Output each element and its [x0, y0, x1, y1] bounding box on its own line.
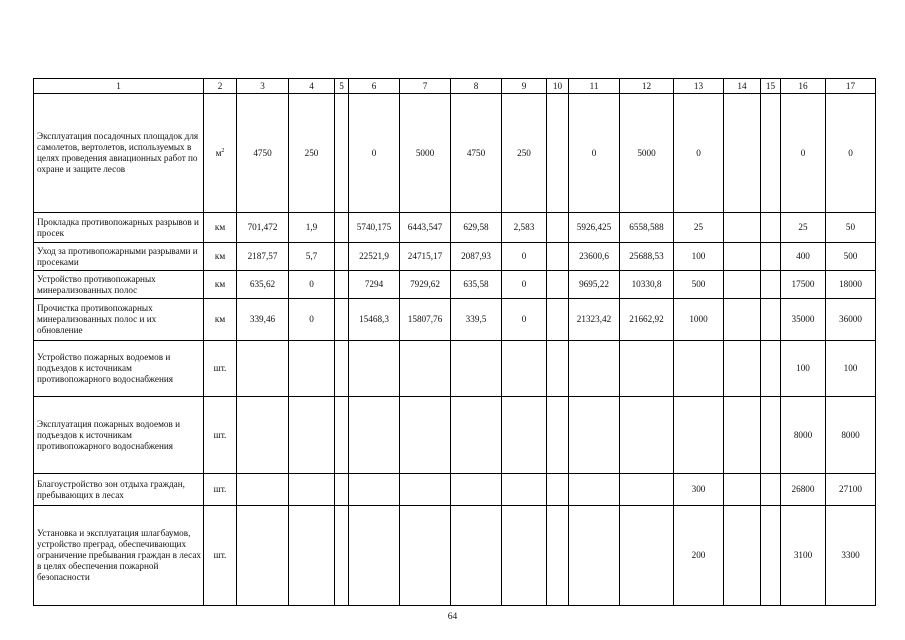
row-name-cell: Устройство пожарных водоемов и подъездов к источникам противопожарного водоснабжения: [34, 341, 204, 397]
row-name-cell: Прочистка противопожарных минерализованных полос и их обновление: [34, 299, 204, 341]
value-cell: 2,583: [502, 213, 547, 243]
value-cell: 25688,53: [620, 243, 674, 271]
value-cell: 250: [502, 94, 547, 213]
value-cell: [335, 94, 349, 213]
value-cell: 0: [502, 271, 547, 299]
value-cell: 25: [674, 213, 724, 243]
table-row: [34, 213, 876, 243]
value-cell: 8000: [826, 397, 876, 474]
value-cell: [451, 474, 502, 506]
value-cell: 27100: [826, 474, 876, 506]
row-name-cell: Эксплуатация посадочных площадок для самолетов, вертолетов, используемых в целях проведения авиационных работ по охране и защите лесов: [34, 94, 204, 213]
value-cell: [674, 341, 724, 397]
value-cell: 500: [826, 243, 876, 271]
value-cell: [502, 474, 547, 506]
value-cell: 0: [349, 94, 400, 213]
row-name-cell: Уход за противопожарными разрывами и просеками: [34, 243, 204, 271]
value-cell: [349, 341, 400, 397]
column-header: 12: [620, 79, 674, 94]
value-cell: [547, 397, 569, 474]
value-cell: [724, 299, 761, 341]
value-cell: 26800: [781, 474, 826, 506]
value-cell: [335, 341, 349, 397]
value-cell: [620, 397, 674, 474]
value-cell: [761, 213, 781, 243]
column-header: 6: [349, 79, 400, 94]
value-cell: [569, 506, 620, 606]
table-row: [34, 271, 876, 299]
unit-exponent: 2: [221, 147, 225, 154]
value-cell: [335, 213, 349, 243]
value-cell: [761, 506, 781, 606]
value-cell: [335, 243, 349, 271]
value-cell: 100: [781, 341, 826, 397]
column-header: 17: [826, 79, 876, 94]
value-cell: [569, 397, 620, 474]
value-cell: [724, 213, 761, 243]
value-cell: 24715,17: [400, 243, 451, 271]
table-row: [34, 474, 876, 506]
value-cell: [761, 474, 781, 506]
value-cell: 2187,57: [237, 243, 289, 271]
value-cell: 300: [674, 474, 724, 506]
value-cell: [289, 397, 335, 474]
value-cell: 100: [674, 243, 724, 271]
value-cell: [237, 341, 289, 397]
data-table: [33, 78, 876, 606]
column-header: 14: [724, 79, 761, 94]
value-cell: [674, 397, 724, 474]
column-header: 4: [289, 79, 335, 94]
column-header: 16: [781, 79, 826, 94]
unit-cell: км: [204, 299, 237, 341]
unit-cell: шт.: [204, 341, 237, 397]
row-name-cell: Благоустройство зон отдыха граждан, пребывающих в лесах: [34, 474, 204, 506]
value-cell: 7929,62: [400, 271, 451, 299]
row-name-cell: Устройство противопожарных минерализованных полос: [34, 271, 204, 299]
value-cell: [724, 474, 761, 506]
column-header: 1: [34, 79, 204, 94]
value-cell: [335, 271, 349, 299]
value-cell: 7294: [349, 271, 400, 299]
value-cell: [547, 271, 569, 299]
value-cell: [335, 506, 349, 606]
value-cell: 50: [826, 213, 876, 243]
row-name-cell: Прокладка противопожарных разрывов и просек: [34, 213, 204, 243]
value-cell: [547, 506, 569, 606]
value-cell: 5000: [620, 94, 674, 213]
value-cell: [569, 474, 620, 506]
value-cell: 1,9: [289, 213, 335, 243]
value-cell: [349, 506, 400, 606]
column-header: 8: [451, 79, 502, 94]
value-cell: [547, 474, 569, 506]
column-header: 15: [761, 79, 781, 94]
value-cell: 100: [826, 341, 876, 397]
value-cell: [335, 397, 349, 474]
value-cell: 4750: [237, 94, 289, 213]
column-header: 10: [547, 79, 569, 94]
value-cell: 15807,76: [400, 299, 451, 341]
value-cell: 0: [289, 271, 335, 299]
unit-cell: [204, 94, 237, 213]
value-cell: 36000: [826, 299, 876, 341]
value-cell: [724, 506, 761, 606]
value-cell: 635,58: [451, 271, 502, 299]
table-row: [34, 299, 876, 341]
value-cell: 4750: [451, 94, 502, 213]
value-cell: 339,5: [451, 299, 502, 341]
value-cell: [335, 299, 349, 341]
value-cell: [761, 94, 781, 213]
value-cell: [502, 506, 547, 606]
value-cell: [349, 474, 400, 506]
value-cell: [335, 474, 349, 506]
value-cell: 5000: [400, 94, 451, 213]
value-cell: 0: [569, 94, 620, 213]
value-cell: [349, 397, 400, 474]
value-cell: [237, 397, 289, 474]
value-cell: [237, 506, 289, 606]
value-cell: [724, 243, 761, 271]
value-cell: 629,58: [451, 213, 502, 243]
value-cell: [451, 341, 502, 397]
table-row: [34, 94, 876, 213]
value-cell: [724, 271, 761, 299]
value-cell: [569, 341, 620, 397]
value-cell: 701,472: [237, 213, 289, 243]
value-cell: 21662,92: [620, 299, 674, 341]
value-cell: [289, 474, 335, 506]
value-cell: [761, 271, 781, 299]
value-cell: [237, 474, 289, 506]
table-row: [34, 397, 876, 474]
value-cell: 9695,22: [569, 271, 620, 299]
value-cell: 6558,588: [620, 213, 674, 243]
value-cell: [289, 341, 335, 397]
value-cell: [400, 506, 451, 606]
row-name-cell: Эксплуатация пожарных водоемов и подъездов к источникам противопожарного водоснабжения: [34, 397, 204, 474]
page-number: 64: [447, 612, 458, 622]
value-cell: 339,46: [237, 299, 289, 341]
column-header: 3: [237, 79, 289, 94]
value-cell: 5740,175: [349, 213, 400, 243]
value-cell: [724, 341, 761, 397]
value-cell: [289, 506, 335, 606]
value-cell: 0: [826, 94, 876, 213]
value-cell: 23600,6: [569, 243, 620, 271]
value-cell: 0: [781, 94, 826, 213]
unit-cell: шт.: [204, 474, 237, 506]
value-cell: 5926,425: [569, 213, 620, 243]
value-cell: [761, 341, 781, 397]
unit-cell: шт.: [204, 506, 237, 606]
value-cell: [451, 397, 502, 474]
value-cell: [547, 213, 569, 243]
value-cell: [620, 341, 674, 397]
column-header: 2: [204, 79, 237, 94]
table-row: [34, 341, 876, 397]
value-cell: 18000: [826, 271, 876, 299]
value-cell: [761, 243, 781, 271]
value-cell: 21323,42: [569, 299, 620, 341]
header-row: [34, 79, 876, 94]
value-cell: 500: [674, 271, 724, 299]
table-row: [34, 243, 876, 271]
value-cell: 200: [674, 506, 724, 606]
value-cell: [620, 474, 674, 506]
value-cell: 400: [781, 243, 826, 271]
unit-text: м: [215, 147, 222, 158]
value-cell: [547, 299, 569, 341]
value-cell: 3300: [826, 506, 876, 606]
value-cell: 3100: [781, 506, 826, 606]
value-cell: [547, 341, 569, 397]
value-cell: 0: [674, 94, 724, 213]
value-cell: [547, 94, 569, 213]
value-cell: 15468,3: [349, 299, 400, 341]
value-cell: [761, 397, 781, 474]
value-cell: 22521,9: [349, 243, 400, 271]
row-name-cell: Установка и эксплуатация шлагбаумов, устройство преград, обеспечивающих ограничение пребывания граждан в лесах в целях обеспечения пожарной безопасности: [34, 506, 204, 606]
value-cell: [400, 341, 451, 397]
value-cell: 10330,8: [620, 271, 674, 299]
value-cell: 0: [289, 299, 335, 341]
value-cell: [724, 94, 761, 213]
value-cell: 5,7: [289, 243, 335, 271]
table-row: [34, 506, 876, 606]
value-cell: [724, 397, 761, 474]
column-header: 11: [569, 79, 620, 94]
unit-cell: км: [204, 243, 237, 271]
column-header: 9: [502, 79, 547, 94]
value-cell: [400, 474, 451, 506]
value-cell: 635,62: [237, 271, 289, 299]
unit-cell: км: [204, 271, 237, 299]
value-cell: 6443,547: [400, 213, 451, 243]
value-cell: 250: [289, 94, 335, 213]
value-cell: [502, 341, 547, 397]
value-cell: 0: [502, 243, 547, 271]
value-cell: [451, 506, 502, 606]
value-cell: 25: [781, 213, 826, 243]
value-cell: 0: [502, 299, 547, 341]
value-cell: 1000: [674, 299, 724, 341]
value-cell: [502, 397, 547, 474]
value-cell: [761, 299, 781, 341]
unit-cell: км: [204, 213, 237, 243]
value-cell: [400, 397, 451, 474]
column-header: 13: [674, 79, 724, 94]
unit-cell: шт.: [204, 397, 237, 474]
column-header: 7: [400, 79, 451, 94]
value-cell: 35000: [781, 299, 826, 341]
column-header: 5: [335, 79, 349, 94]
value-cell: 17500: [781, 271, 826, 299]
value-cell: 8000: [781, 397, 826, 474]
value-cell: 2087,93: [451, 243, 502, 271]
value-cell: [620, 506, 674, 606]
value-cell: [547, 243, 569, 271]
